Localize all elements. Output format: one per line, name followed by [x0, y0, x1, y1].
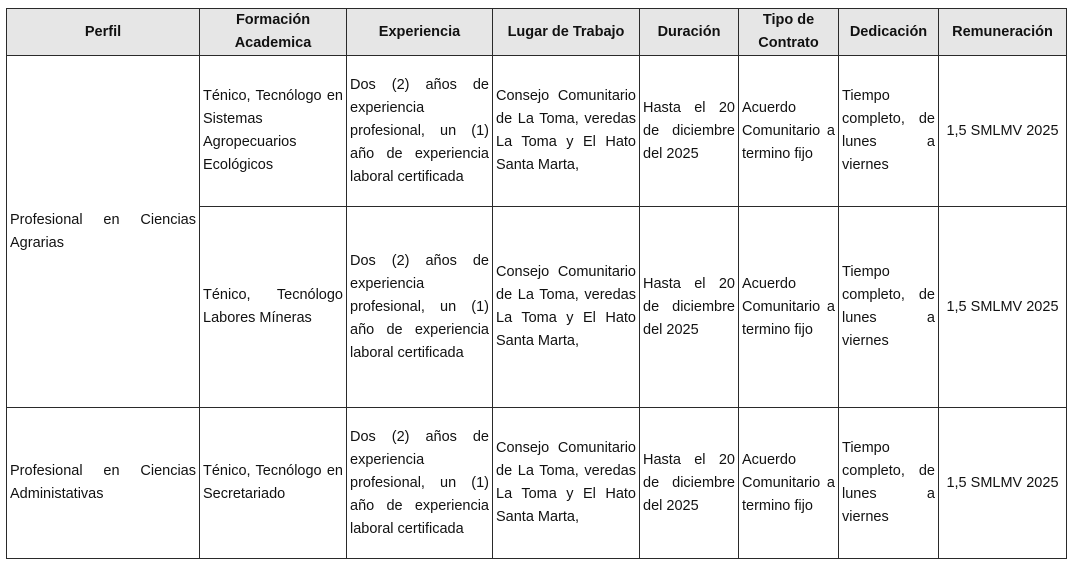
table-row — [7, 56, 1067, 207]
header-dedicacion: Dedicación — [839, 9, 939, 56]
remuneracion-cell: 1,5 SMLMV 2025 — [939, 408, 1067, 559]
lugar-cell: Consejo Comunitario de La Toma, veredas La Toma y El Hato Santa Marta, — [493, 408, 640, 559]
header-duracion: Duración — [640, 9, 739, 56]
job-offers-table — [6, 8, 1067, 559]
tipo-cell: Acuerdo Comunitario a termino fijo — [739, 56, 839, 207]
experiencia-cell: Dos (2) años de experiencia profesional, un (1) año de experiencia laboral certificada — [347, 408, 493, 559]
formacion-cell: Ténico, Tecnólogo en Secretariado — [200, 408, 347, 559]
header-tipo: Tipo de Contrato — [739, 9, 839, 56]
dedicacion-cell: Tiempo completo, de lunes a viernes — [839, 408, 939, 559]
experiencia-cell: Dos (2) años de experiencia profesional, un (1) año de experiencia laboral certificada — [347, 56, 493, 207]
duracion-cell: Hasta el 20 de diciembre del 2025 — [640, 408, 739, 559]
perfil-cell: Profesional en Ciencias Agrarias — [7, 56, 200, 408]
lugar-cell: Consejo Comunitario de La Toma, veredas La Toma y El Hato Santa Marta, — [493, 56, 640, 207]
formacion-cell: Ténico, Tecnólogo Labores Míneras — [200, 207, 347, 408]
experiencia-cell: Dos (2) años de experiencia profesional, un (1) año de experiencia laboral certificada — [347, 207, 493, 408]
remuneracion-cell: 1,5 SMLMV 2025 — [939, 207, 1067, 408]
remuneracion-cell: 1,5 SMLMV 2025 — [939, 56, 1067, 207]
header-lugar: Lugar de Trabajo — [493, 9, 640, 56]
table-row — [7, 408, 1067, 559]
header-row — [7, 9, 1067, 56]
header-perfil: Perfil — [7, 9, 200, 56]
perfil-cell: Profesional en Ciencias Administativas — [7, 408, 200, 559]
header-formacion: Formación Academica — [200, 9, 347, 56]
tipo-cell: Acuerdo Comunitario a termino fijo — [739, 207, 839, 408]
formacion-cell: Ténico, Tecnólogo en Sistemas Agropecuarios Ecológicos — [200, 56, 347, 207]
header-experiencia: Experiencia — [347, 9, 493, 56]
lugar-cell: Consejo Comunitario de La Toma, veredas La Toma y El Hato Santa Marta, — [493, 207, 640, 408]
dedicacion-cell: Tiempo completo, de lunes a viernes — [839, 56, 939, 207]
header-remuneracion: Remuneración — [939, 9, 1067, 56]
tipo-cell: Acuerdo Comunitario a termino fijo — [739, 408, 839, 559]
duracion-cell: Hasta el 20 de diciembre del 2025 — [640, 207, 739, 408]
duracion-cell: Hasta el 20 de diciembre del 2025 — [640, 56, 739, 207]
dedicacion-cell: Tiempo completo, de lunes a viernes — [839, 207, 939, 408]
